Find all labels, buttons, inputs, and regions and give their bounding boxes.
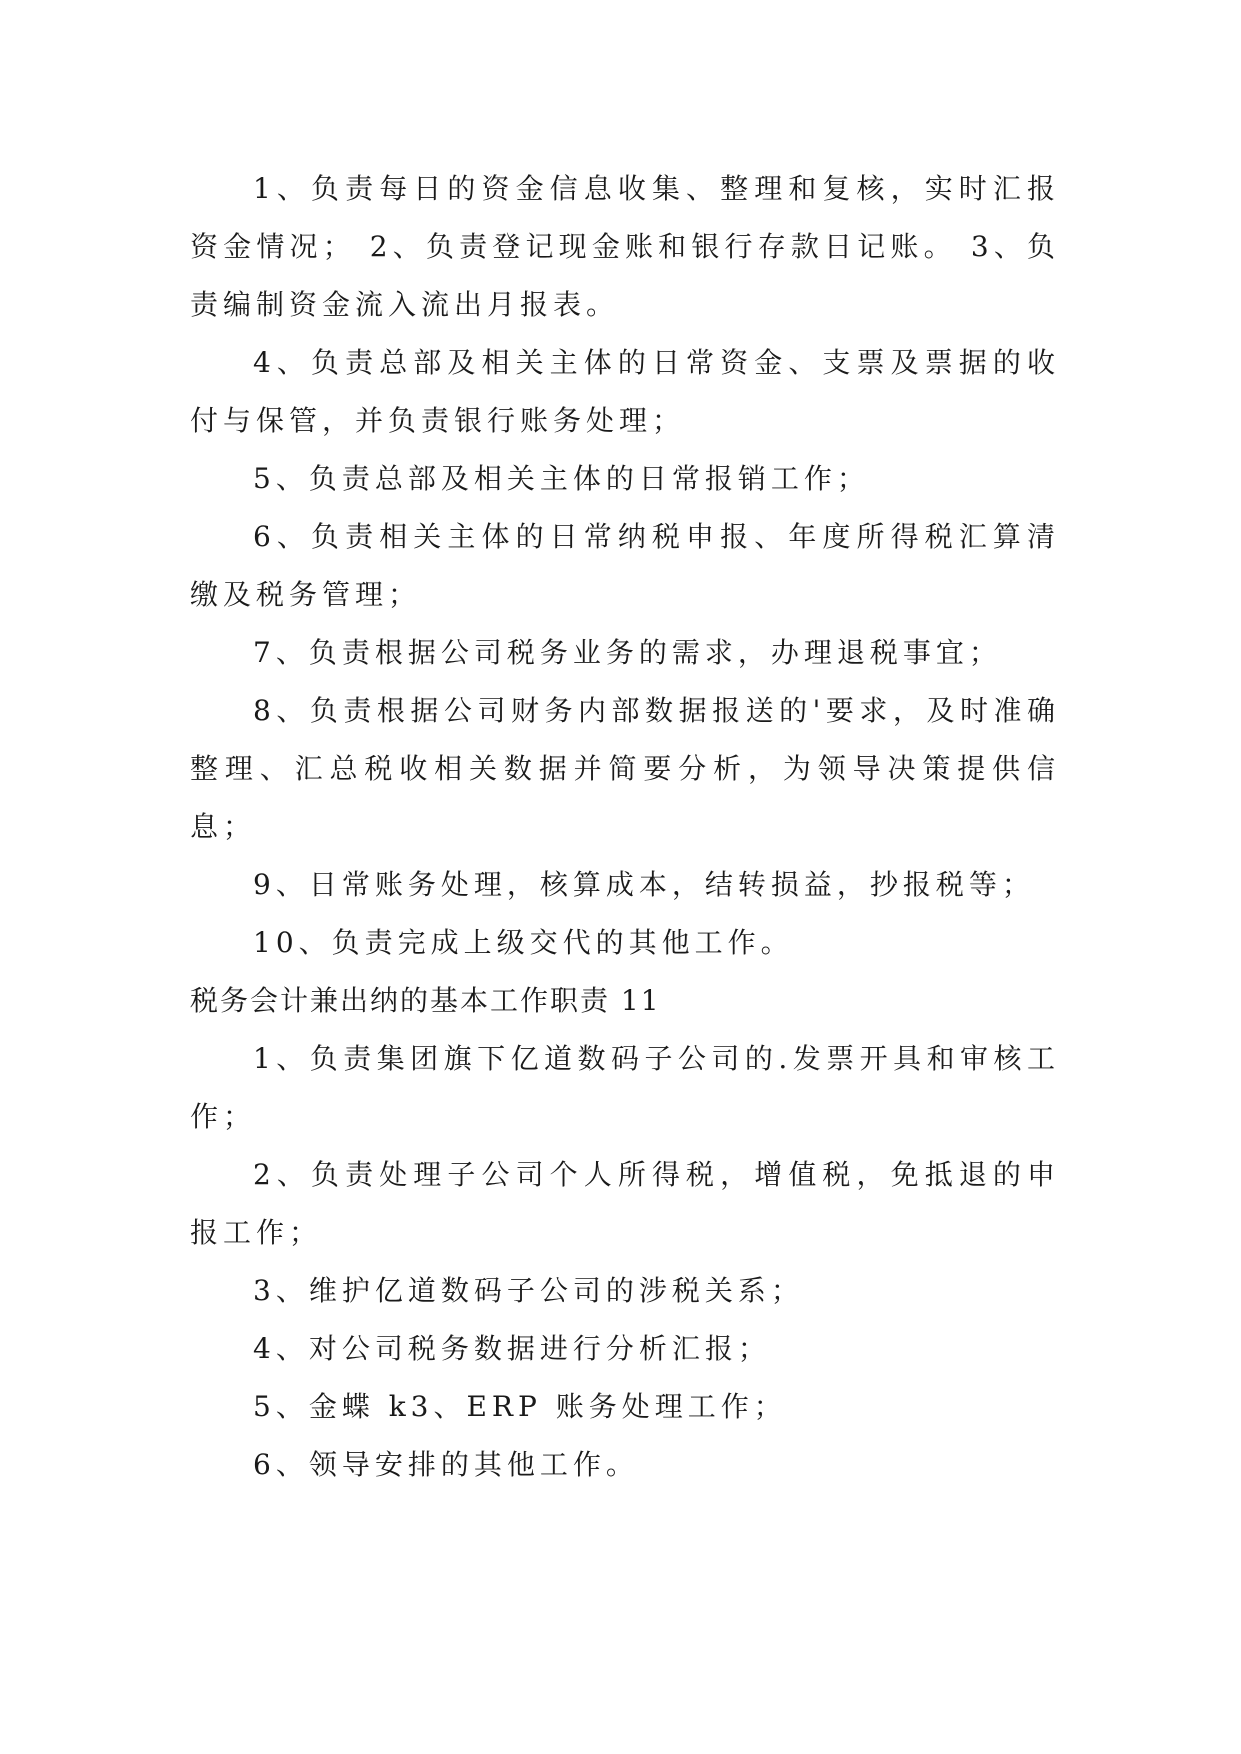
paragraph: 1、负责每日的资金信息收集、整理和复核，实时汇报资金情况； 2、负责登记现金账和银行存款日记账。 3、负责编制资金流入流出月报表。 — [190, 172, 1060, 321]
paragraph: 6、领导安排的其他工作。 — [253, 1448, 639, 1481]
paragraph: 1、负责集团旗下亿道数码子公司的.发票开具和审核工作； — [190, 1042, 1060, 1133]
paragraph: 6、负责相关主体的日常纳税申报、年度所得税汇算清缴及税务管理； — [190, 520, 1060, 611]
paragraph: 8、负责根据公司财务内部数据报送的'要求，及时准确整理、汇总税收相关数据并简要分析，为领导决策提供信息； — [190, 694, 1060, 843]
section-heading: 税务会计兼出纳的基本工作职责 11 — [190, 984, 661, 1017]
document-body — [190, 160, 1060, 1494]
paragraph: 2、负责处理子公司个人所得税，增值税，免抵退的申报工作； — [190, 1158, 1060, 1249]
paragraph: 4、负责总部及相关主体的日常资金、支票及票据的收付与保管，并负责银行账务处理； — [190, 346, 1060, 437]
paragraph: 5、金蝶 k3、ERP 账务处理工作； — [253, 1390, 787, 1423]
paragraph: 4、对公司税务数据进行分析汇报； — [253, 1332, 771, 1365]
paragraph: 3、维护亿道数码子公司的涉税关系； — [253, 1274, 804, 1307]
paragraph: 9、日常账务处理，核算成本，结转损益，抄报税等； — [253, 868, 1035, 901]
paragraph: 10、负责完成上级交代的其他工作。 — [253, 926, 794, 959]
paragraph: 7、负责根据公司税务业务的需求，办理退税事宜； — [253, 636, 1002, 669]
paragraph: 5、负责总部及相关主体的日常报销工作； — [253, 462, 870, 495]
